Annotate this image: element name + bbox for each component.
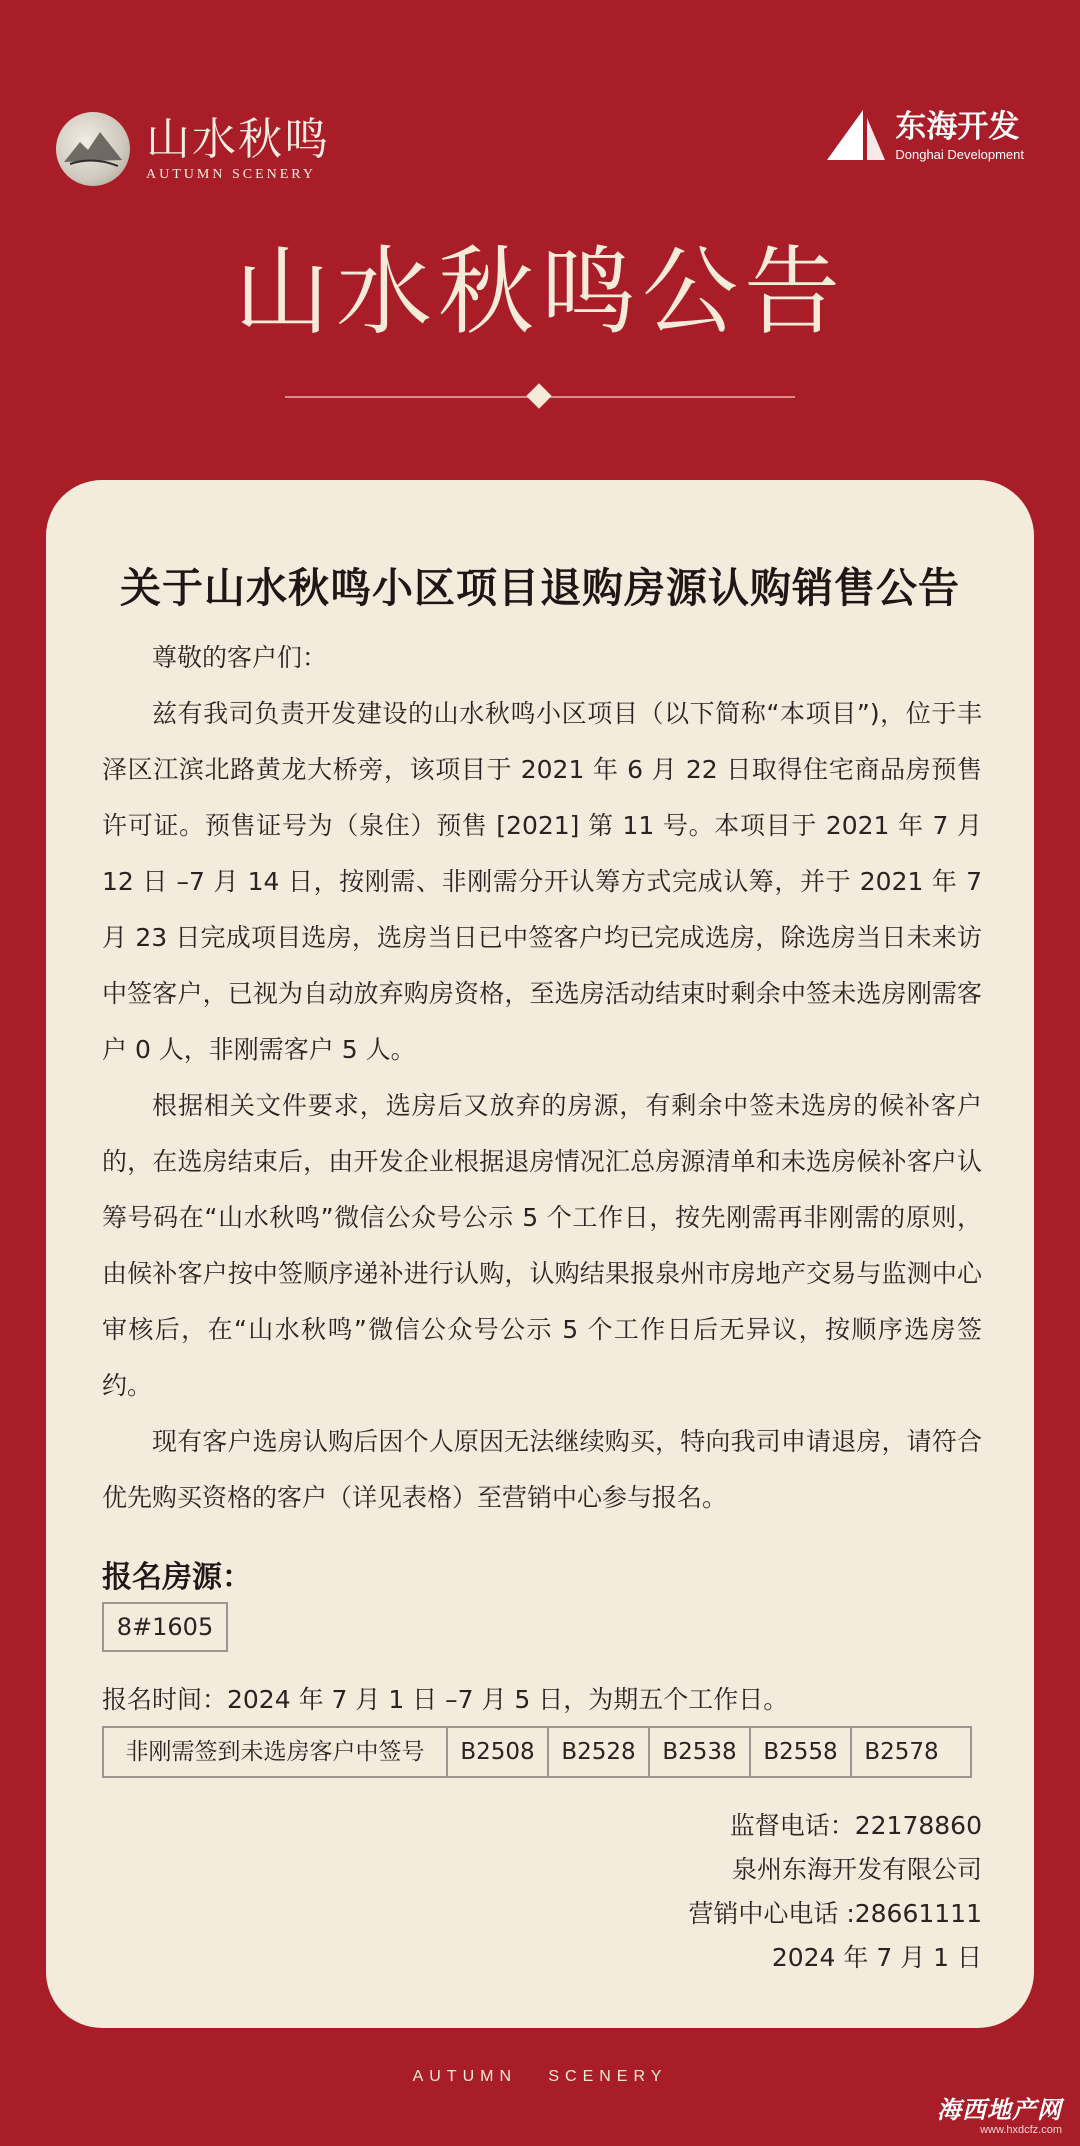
watermark xyxy=(937,2096,1062,2136)
page-title: 山水秋鸣公告 xyxy=(234,236,846,348)
unit-number: 8#1605 xyxy=(102,1602,228,1652)
brand-left-name: 山水秋鸣 xyxy=(146,114,330,165)
company-name: 泉州东海开发有限公司 xyxy=(731,1855,982,1884)
registration-period: 报名时间：2024 年 7 月 1 日 –7 月 5 日，为期五个工作日。 xyxy=(102,1685,789,1714)
lottery-code-cell: B2558 xyxy=(749,1728,850,1776)
sail-logo-icon xyxy=(823,108,887,162)
units-title: 报名房源： xyxy=(102,1560,252,1595)
brand-left xyxy=(56,112,330,186)
lottery-code-cell: B2528 xyxy=(547,1728,648,1776)
brand-right xyxy=(823,108,1024,162)
greeting: 尊敬的客户们： xyxy=(152,643,328,672)
diamond-icon xyxy=(526,383,551,408)
notice-footer xyxy=(688,1804,982,1980)
lottery-code-table xyxy=(102,1726,972,1778)
watermark-url: www.hxdcfz.com xyxy=(980,2124,1062,2136)
supervision-phone: 监督电话：22178860 xyxy=(729,1811,982,1840)
code-table-label: 非刚需签到未选房客户中签号 xyxy=(125,1739,425,1765)
notice-card xyxy=(46,480,1034,2028)
watermark-name: 海西地产网 xyxy=(937,2096,1062,2124)
notice-body xyxy=(102,630,982,1526)
lottery-code-cell: B2508 xyxy=(446,1728,547,1776)
mountain-logo-icon xyxy=(56,112,130,186)
sales-phone: 营销中心电话 :28661111 xyxy=(688,1899,982,1928)
lottery-code-cell: B2538 xyxy=(648,1728,749,1776)
notice-heading: 关于山水秋鸣小区项目退购房源认购销售公告 xyxy=(120,564,960,612)
brand-right-name: 东海开发 xyxy=(895,108,1020,145)
lottery-code-cell: B2578 xyxy=(850,1728,951,1776)
notice-paragraph-2: 根据相关文件要求，选房后又放弃的房源，有剩余中签未选房的候补客户的，在选房结束后，由开发企业根据退房情况汇总房源清单和未选房候补客户认筹号码在“山水秋鸣”微信公众号公示 5 个工作日，按先刚需再非刚需的原则，由候补客户按中签顺序递补进行认购，认购结果报泉州市房地产交易与监测中心审核后，在“山水秋鸣”微信公众号公示 5 个工作日后无异议，按顺序选房签约。 xyxy=(102,1091,982,1400)
brand-right-subtitle: Donghai Development xyxy=(895,146,1024,162)
notice-paragraph-3: 现有客户选房认购后因个人原因无法继续购买，特向我司申请退房，请符合优先购买资格的客户（详见表格）至营销中心参与报名。 xyxy=(102,1427,982,1512)
brand-left-subtitle: AUTUMN SCENERY xyxy=(146,167,316,182)
bottom-tagline: AUTUMN SCENERY xyxy=(412,2068,668,2085)
notice-paragraph-1: 兹有我司负责开发建设的山水秋鸣小区项目（以下简称“本项目”)，位于丰泽区江滨北路黄龙大桥旁，该项目于 2021 年 6 月 22 日取得住宅商品房预售许可证。预售证号为（泉住）预售 [2021] 第 11 号。本项目于 2021 年 7 月 12 日 –7 月 14 日，按刚需、非刚需分开认筹方式完成认筹，并于 2021 年 7 月 23 日完成项目选房，选房当日已中签客户均已完成选房，除选房当日未来访中签客户，已视为自动放弃购房资格，至选房活动结束时剩余中签未选房刚需客户 0 人，非刚需客户 5 人。 xyxy=(102,699,982,1064)
notice-date: 2024 年 7 月 1 日 xyxy=(771,1943,982,1972)
